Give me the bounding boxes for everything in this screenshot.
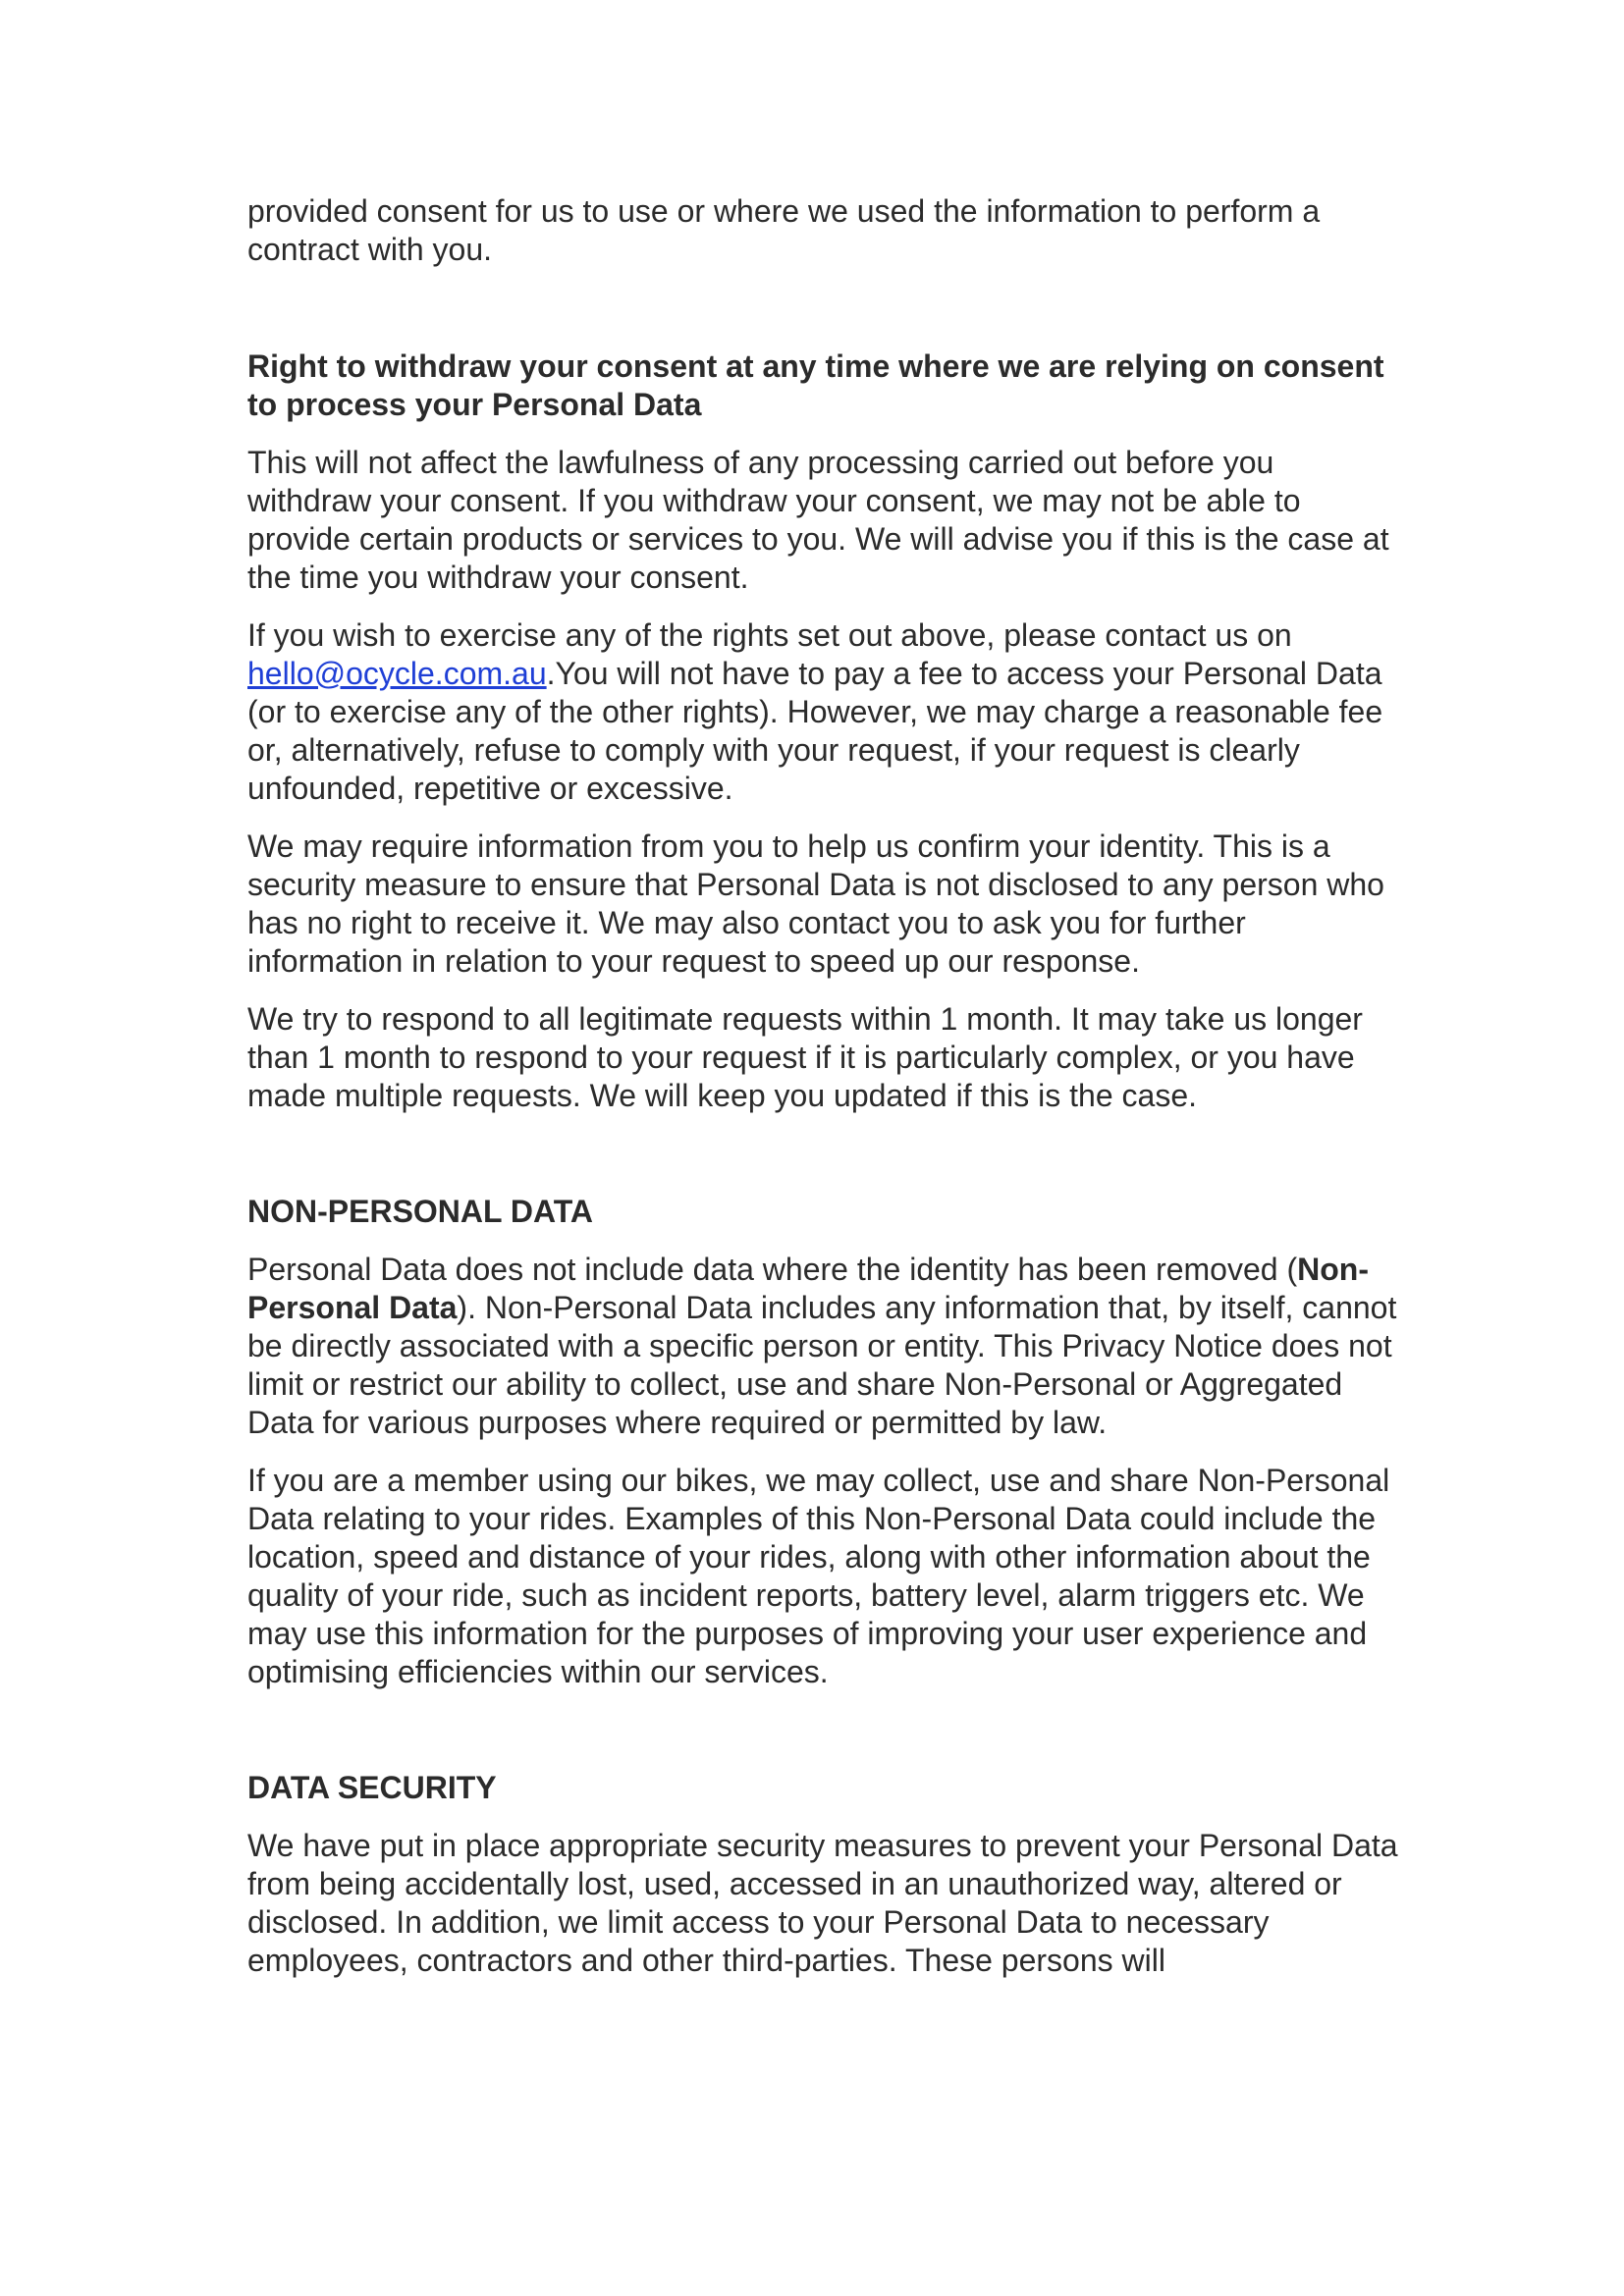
non-personal-paragraph-2: If you are a member using our bikes, we may collect, use and share Non-Personal Data relating to your rides. Examples of this Non-Personal Data could include the location, speed and distance of your rides, along with other information about the quality of your ride, such as incident reports, battery level, alarm triggers etc. We may use this information for the purposes of improving your user experience and optimising efficiencies within our services.	[247, 1463, 1390, 1689]
non-personal-paragraph-1	[247, 1251, 1406, 1442]
data-security-paragraph-1: We have put in place appropriate security measures to prevent your Personal Data from being accidentally lost, used, accessed in an unauthorized way, altered or disclosed. In addition, we limit access to your Personal Data to necessary employees, contractors and other third-parties. These persons will	[247, 1828, 1398, 1978]
data-security-heading: DATA SECURITY	[247, 1770, 497, 1805]
non-personal-data-term: Non-Personal Data	[247, 1252, 1369, 1325]
contact-text-before: If you wish to exercise any of the rights set out above, please contact us on	[247, 617, 1292, 653]
withdraw-paragraph-4: We try to respond to all legitimate requests within 1 month. It may take us longer than 1 month to respond to your request if it is particularly complex, or you have made multiple requests. We will keep you updated if this is the case.	[247, 1001, 1363, 1113]
non-personal-text-after: ). Non-Personal Data includes any information that, by itself, cannot be directly associated with a specific person or entity. This Privacy Notice does not limit or restrict our ability to collect, use and share Non-Personal or Aggregated Data for various purposes where required or permitted by law.	[247, 1290, 1397, 1440]
continuation-paragraph: provided consent for us to use or where we used the information to perform a contract with you.	[247, 193, 1321, 267]
contact-email-link[interactable]: hello@ocycle.com.au	[247, 656, 547, 691]
withdraw-paragraph-3: We may require information from you to help us confirm your identity. This is a security measure to ensure that Personal Data is not disclosed to any person who has no right to receive it. We may also contact you to ask you for further information in relation to your request to speed up our response.	[247, 828, 1384, 979]
non-personal-data-heading: NON-PERSONAL DATA	[247, 1194, 593, 1229]
withdraw-paragraph-1: This will not affect the lawfulness of any processing carried out before you withdraw your consent. If you withdraw your consent, we may not be able to provide certain products or services to you. We will advise you if this is the case at the time you withdraw your consent.	[247, 445, 1389, 595]
non-personal-text-before: Personal Data does not include data where the identity has been removed (	[247, 1252, 1298, 1287]
withdraw-paragraph-2	[247, 616, 1406, 808]
page-content	[247, 192, 1406, 2000]
contact-text-after: .You will not have to pay a fee to access your Personal Data (or to exercise any of the other rights). However, we may charge a reasonable fee or, alternatively, refuse to comply with your request, if your request is clearly unfounded, repetitive or excessive.	[247, 656, 1383, 806]
withdraw-consent-heading: Right to withdraw your consent at any time where we are relying on consent to process your Personal Data	[247, 348, 1384, 422]
